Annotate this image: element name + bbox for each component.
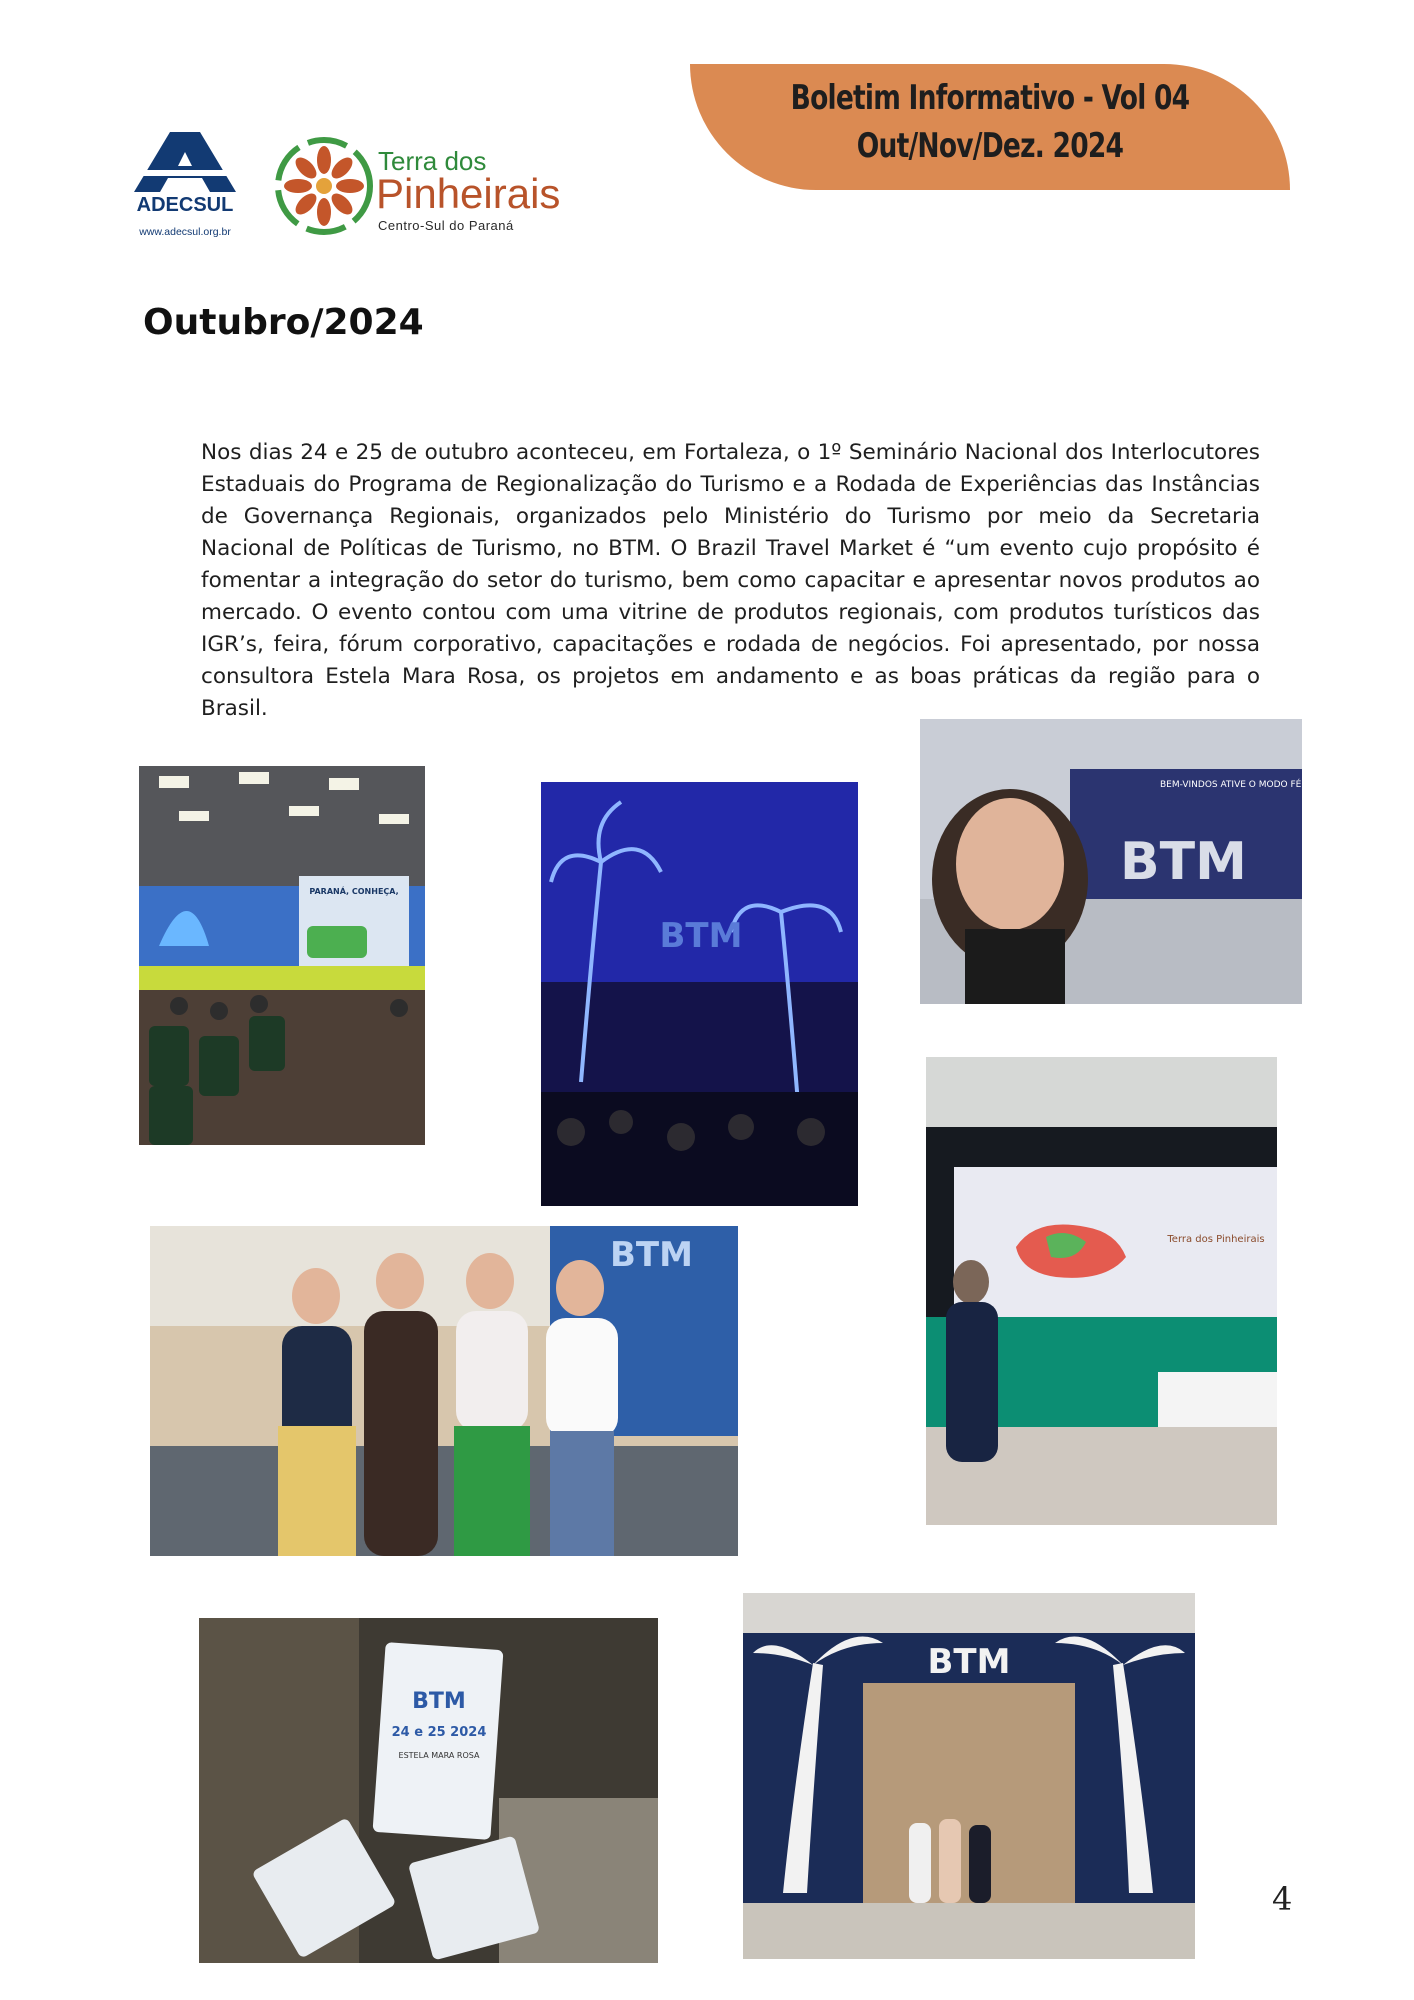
section-title: Outubro/2024 [143, 302, 424, 343]
auditorium-screen-text: PARANÁ, CONHEÇA, [309, 887, 399, 896]
map-screen-brand: Terra dos Pinheirais [1167, 1234, 1265, 1245]
page-number: 4 [1272, 1880, 1293, 1918]
body-paragraph: Nos dias 24 e 25 de outubro aconteceu, em Fortaleza, o 1º Seminário Nacional dos Interlocutores Estaduais do Programa de Regionalização do Turismo e a Rodada de Experiências das Instâncias de Governança Regionais, organizados pelo Ministério do Turismo por meio da Secretaria Nacional de Políticas de Turismo, no BTM. O Brazil Travel Market é “um evento cujo propósito é fomentar a integração do setor do turismo, bem como capacitar e apresentar novos produtos ao mercado. O evento contou com uma vitrine de produtos regionais, com produtos turísticos das IGR’s, feira, fórum corporativo, capacitações e rodada de negócios. Foi apresentado, por nossa consultora Estela Mara Rosa, os projetos em andamento e as boas práticas da região para o Brasil. [201, 440, 1260, 721]
pinheirais-flower-icon [274, 136, 374, 236]
entrance-btm-text: BTM [927, 1642, 1011, 1682]
badge-event-text: BTM [412, 1689, 466, 1714]
banner-title: Boletim Informativo - Vol 04 [790, 78, 1190, 118]
header-banner [690, 64, 1290, 190]
tdp-line2: Pinheirais [376, 170, 561, 217]
banner-period: Out/Nov/Dez. 2024 [856, 126, 1124, 166]
stand-btm-letters: BTM [1120, 832, 1247, 892]
photo-badges [199, 1618, 658, 1963]
group-btm-letters: BTM [610, 1235, 693, 1275]
photo-group [150, 1226, 738, 1556]
badge-dates-text: 24 e 25 2024 [391, 1725, 487, 1740]
adecsul-a-icon [126, 130, 244, 196]
photo-btm-sign [541, 782, 858, 1206]
btm-sign-text: BTM [659, 916, 743, 956]
photo-auditorium [139, 766, 425, 1145]
adecsul-website: www.adecsul.org.br [139, 226, 231, 238]
stand-banner-text: BEM-VINDOS ATIVE O MODO FÉRIAS AZUL [1160, 780, 1349, 790]
terra-dos-pinheirais-logo [274, 136, 594, 240]
photo-selfie-stand [920, 719, 1349, 1004]
adecsul-name: ADECSUL [136, 194, 234, 216]
photo-entrance-arch [743, 1593, 1195, 1959]
tdp-line1: Terra dos [378, 146, 487, 176]
photo-map-presentation [926, 1057, 1277, 1525]
adecsul-logo [126, 130, 244, 242]
badge-name-text: ESTELA MARA ROSA [398, 1751, 480, 1760]
tdp-line3: Centro-Sul do Paraná [378, 218, 514, 233]
